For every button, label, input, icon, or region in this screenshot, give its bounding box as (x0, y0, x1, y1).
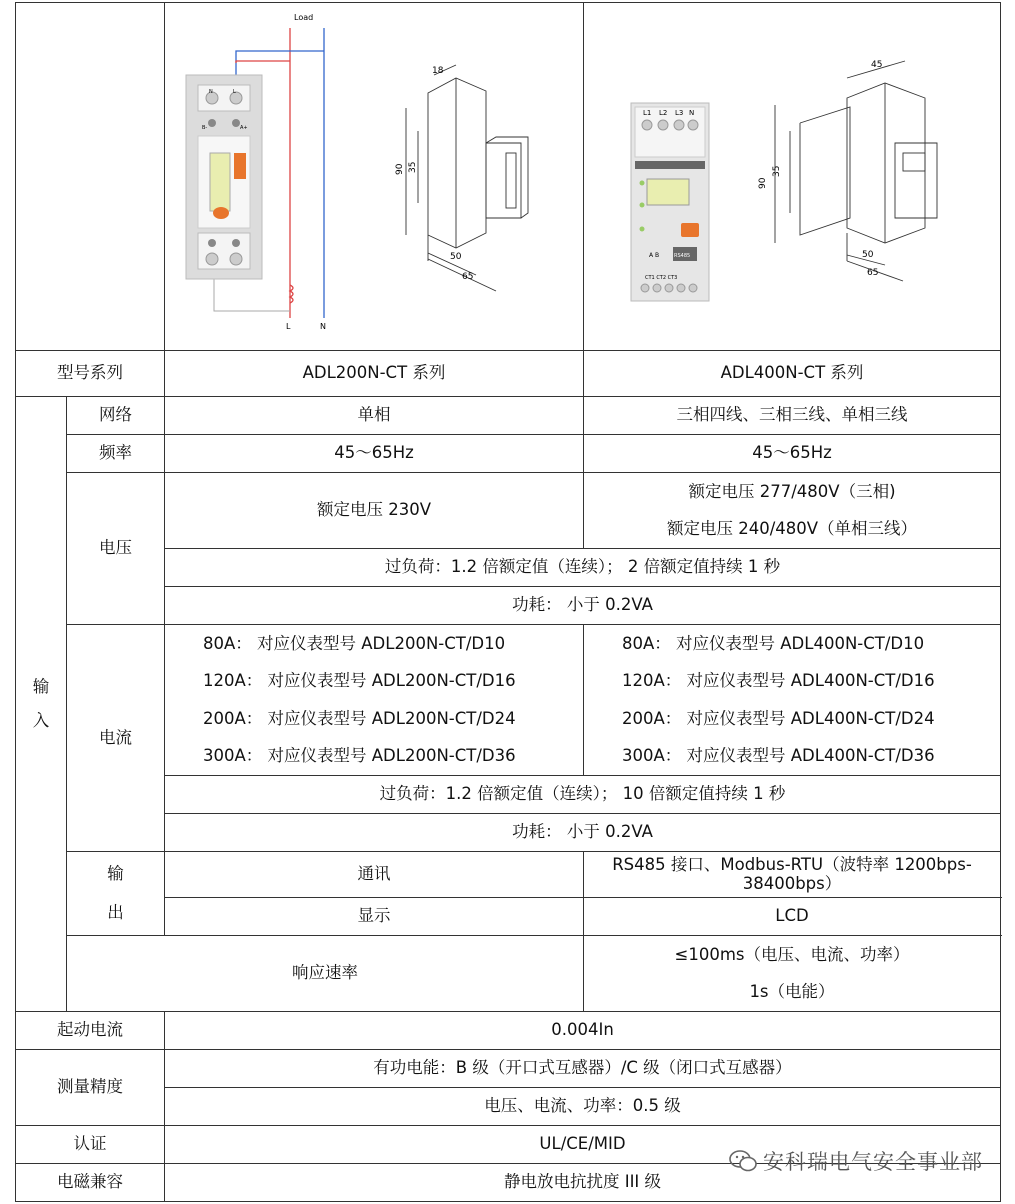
adl200-image-cell (165, 3, 584, 351)
svg-text:L2: L2 (658, 109, 667, 117)
svg-text:N: N (688, 109, 694, 117)
svg-text:N: N (319, 322, 326, 331)
current-power: 功耗： 小于 0.2VA (165, 813, 1001, 851)
svg-text:A+: A+ (239, 125, 248, 131)
svg-text:N: N (208, 89, 213, 95)
svg-text:L: L (232, 89, 236, 95)
svg-text:50: 50 (861, 250, 873, 260)
voltage-b: 额定电压 277/480V（三相) 额定电压 240/480V（单相三线） (584, 472, 1001, 548)
svg-text:Load: Load (293, 13, 313, 22)
current-a (165, 624, 584, 775)
voltage-label: 电压 (67, 472, 165, 624)
emc-label: 电磁兼容 (16, 1163, 165, 1201)
series-a: ADL200N-CT 系列 (165, 350, 584, 396)
current-a-row: 300A： 对应仪表型号 ADL200N-CT/D36 (203, 746, 516, 766)
svg-text:35: 35 (771, 165, 782, 177)
accuracy-vip: 电压、电流、功率：0.5 级 (165, 1087, 1001, 1125)
corner-cell (16, 3, 165, 351)
svg-text:65: 65 (461, 272, 473, 282)
svg-text:45: 45 (870, 60, 882, 70)
current-b-row: 300A： 对应仪表型号 ADL400N-CT/D36 (622, 746, 935, 766)
display-value: LCD (584, 897, 1001, 935)
frequency-a: 45～65Hz (165, 434, 584, 472)
current-b-row: 200A： 对应仪表型号 ADL400N-CT/D24 (622, 708, 935, 728)
voltage-a: 额定电压 230V (165, 472, 584, 548)
wechat-icon (729, 1150, 757, 1172)
series-b: ADL400N-CT 系列 (584, 350, 1001, 396)
start-current-value: 0.004In (165, 1011, 1001, 1049)
start-current-label: 起动电流 (16, 1011, 165, 1049)
svg-text:90: 90 (757, 177, 768, 189)
current-a-row: 200A： 对应仪表型号 ADL200N-CT/D24 (203, 708, 516, 728)
watermark-text: 安科瑞电气安全事业部 (763, 1150, 983, 1174)
network-a: 单相 (165, 396, 584, 434)
svg-text:CT1 CT2 CT3: CT1 CT2 CT3 (644, 275, 677, 281)
response-label: 响应速率 (67, 935, 584, 1011)
response-value: ≤100ms（电压、电流、功率） 1s（电能） (584, 935, 1001, 1011)
series-label: 型号系列 (16, 350, 165, 396)
svg-text:65: 65 (866, 268, 878, 278)
svg-text:L3: L3 (674, 109, 683, 117)
adl200-product-drawing (166, 3, 583, 345)
accuracy-energy: 有功电能：B 级（开口式互感器）/C 级（闭口式互感器） (165, 1049, 1001, 1087)
network-b: 三相四线、三相三线、单相三线 (584, 396, 1001, 434)
accuracy-label: 测量精度 (16, 1049, 165, 1125)
comm-value: RS485 接口、Modbus-RTU（波特率 1200bps-38400bps） (584, 851, 1001, 897)
spec-table (15, 2, 1001, 1202)
comm-label: 通讯 (165, 851, 584, 897)
display-label: 显示 (165, 897, 584, 935)
svg-text:L1: L1 (642, 109, 651, 117)
svg-text:50: 50 (449, 252, 461, 262)
current-label: 电流 (67, 624, 165, 851)
frequency-label: 频率 (67, 434, 165, 472)
emc-value: 静电放电抗扰度 III 级 (165, 1163, 1001, 1201)
input-group-label: 输 入 (16, 396, 67, 1011)
current-b (584, 624, 1001, 775)
svg-text:A B: A B (648, 252, 659, 259)
network-label: 网络 (67, 396, 165, 434)
current-b-row: 80A： 对应仪表型号 ADL400N-CT/D10 (622, 633, 925, 653)
output-group-label: 输 出 (67, 851, 165, 935)
current-overload: 过负荷：1.2 倍额定值（连续）； 10 倍额定值持续 1 秒 (165, 775, 1001, 813)
watermark (729, 1146, 983, 1176)
cert-label: 认证 (16, 1125, 165, 1163)
svg-text:L: L (285, 322, 290, 331)
adl400-image-cell (584, 3, 1001, 351)
current-a-row: 80A： 对应仪表型号 ADL200N-CT/D10 (203, 633, 506, 653)
svg-text:35: 35 (407, 161, 418, 173)
svg-text:90: 90 (394, 163, 405, 175)
cert-value: UL/CE/MID (165, 1125, 1001, 1163)
frequency-b: 45～65Hz (584, 434, 1001, 472)
current-a-row: 120A： 对应仪表型号 ADL200N-CT/D16 (203, 671, 516, 691)
current-b-row: 120A： 对应仪表型号 ADL400N-CT/D16 (622, 671, 935, 691)
svg-text:B-: B- (201, 125, 207, 131)
svg-text:18: 18 (431, 66, 443, 76)
voltage-overload: 过负荷：1.2 倍额定值（连续）； 2 倍额定值持续 1 秒 (165, 548, 1001, 586)
svg-text:RS485: RS485 (673, 253, 690, 259)
adl400-product-drawing (585, 3, 1000, 345)
voltage-power: 功耗： 小于 0.2VA (165, 586, 1001, 624)
